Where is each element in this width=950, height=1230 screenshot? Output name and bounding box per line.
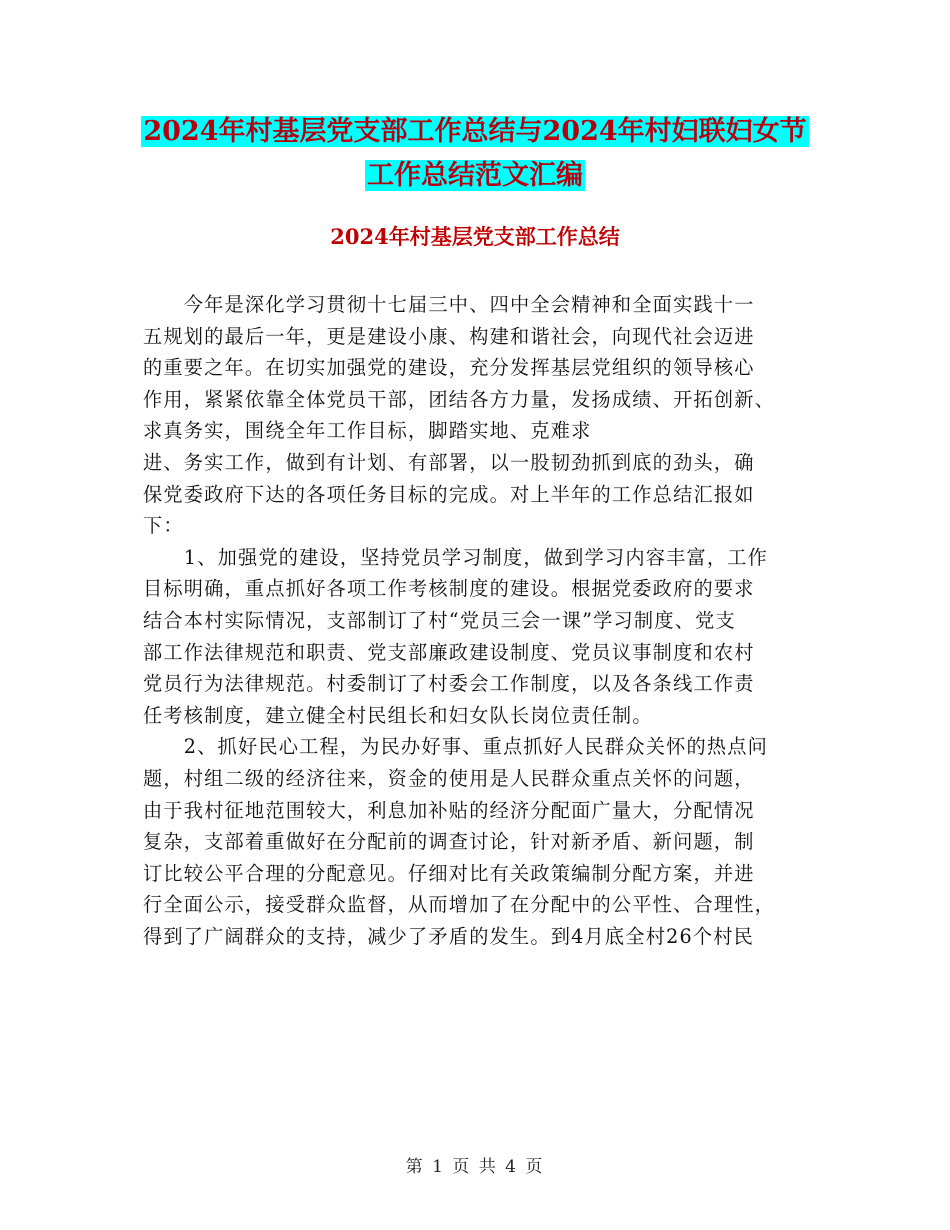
text-line: 的重要之年。在切实加强党的建设，充分发挥基层党组织的领导核心	[143, 356, 755, 380]
text-line: 今年是深化学习贯彻十七届三中、四中全会精神和全面实践十一	[143, 293, 755, 316]
text-line: 五规划的最后一年，更是建设小康、构建和谐社会，向现代社会迈进	[143, 324, 755, 348]
text-line: 任考核制度，建立健全村民组长和妇女队长岗位责任制。	[143, 703, 653, 727]
text-line: 1、加强党的建设，坚持党员学习制度，做到学习内容丰富，工作	[143, 545, 769, 569]
text-line: 保党委政府下达的各项任务目标的完成。对上半年的工作总结汇报如	[143, 482, 755, 506]
text-line: 求真务实，围绕全年工作目标，脚踏实地、克难求	[143, 419, 592, 443]
text-line: 进、务实工作，做到有计划、有部署，以一股韧劲抓到底的劲头，确	[143, 450, 755, 474]
text-line: 复杂，支部着重做好在分配前的调查讨论，针对新矛盾、新问题，制	[143, 830, 755, 854]
text-line: 题，村组二级的经济往来，资金的使用是人民群众重点关怀的问题，	[143, 766, 755, 790]
document-title-line-2: 工作总结范文汇编	[367, 160, 583, 191]
text-line: 得到了广阔群众的支持，减少了矛盾的发生。到4月底全村26个村民	[143, 924, 755, 948]
document-title-line-1: 2024年村基层党支部工作总结与2024年村妇联妇女节	[143, 116, 807, 147]
text-line: 部工作法律规范和职责、党支部廉政建设制度、党员议事制度和农村	[143, 640, 755, 664]
section-title: 2024年村基层党支部工作总结	[330, 224, 620, 249]
text-line: 作用，紧紧依靠全体党员干部，团结各方力量，发扬成绩、开拓创新、	[143, 387, 776, 411]
text-line: 结合本村实际情况，支部制订了村“党员三会一课”学习制度、党支	[143, 608, 736, 632]
text-line: 订比较公平合理的分配意见。仔细对比有关政策编制分配方案，并进	[143, 861, 755, 885]
text-line: 由于我村征地范围较大，利息加补贴的经济分配面广量大，分配情况	[143, 798, 755, 822]
text-line: 2、抓好民心工程，为民办好事、重点抓好人民群众关怀的热点问	[143, 735, 769, 759]
text-line: 行全面公示，接受群众监督，从而增加了在分配中的公平性、合理性，	[143, 893, 776, 917]
text-line: 下：	[143, 514, 184, 538]
body-text	[143, 289, 823, 952]
text-line: 党员行为法律规范。村委制订了村委会工作制度，以及各条线工作责	[143, 672, 755, 696]
text-line: 目标明确，重点抓好各项工作考核制度的建设。根据党委政府的要求	[143, 577, 755, 601]
page-footer: 第 1 页 共 4 页	[405, 1157, 545, 1177]
